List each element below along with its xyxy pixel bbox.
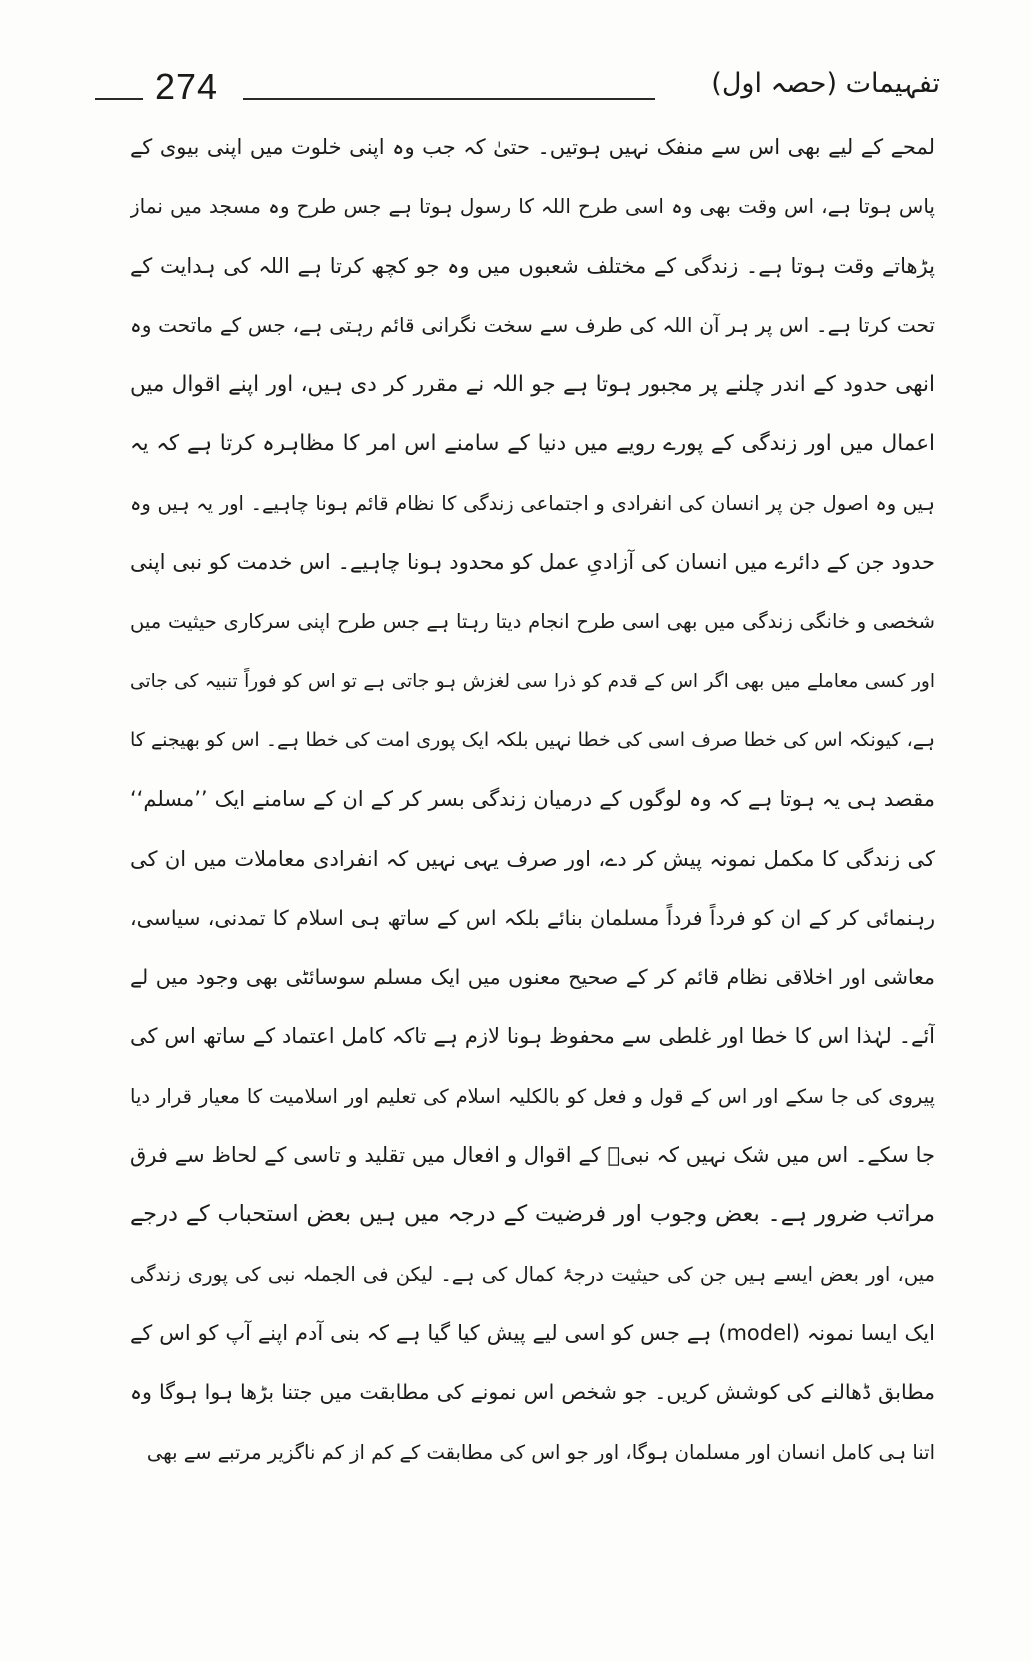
- text-line: میں، اور بعض ایسے ہیں جن کی حیثیت درجۂ کمال کی ہے۔ لیکن فی الجملہ نبی کی پوری زندگی: [130, 1262, 935, 1286]
- text-line: پیروی کی جا سکے اور اس کے قول و فعل کو بالکلیہ اسلام کی تعلیم اور اسلامیت کا معیار قرار دیا: [130, 1084, 935, 1108]
- text-line: اور کسی معاملے میں بھی اگر اس کے قدم کو ذرا سی لغزش ہو جاتی ہے تو اس کو فوراً تنبیہ کی جاتی: [130, 670, 935, 692]
- text-line: تحت کرتا ہے۔ اس پر ہر آن اللہ کی طرف سے سخت نگرانی قائم رہتی ہے، جس کے ماتحت وہ: [130, 312, 935, 337]
- header-rule-left: [95, 98, 143, 100]
- text-line: ہیں وہ اصول جن پر انسان کی انفرادی و اجتماعی زندگی کا نظام قائم ہونا چاہیے۔ اور یہ ہیں وہ: [130, 491, 935, 515]
- text-line: ہے، کیونکہ اس کی خطا صرف اسی کی خطا نہیں بلکہ ایک پوری امت کی خطا ہے۔ اس کو بھیجنے کا: [130, 728, 935, 751]
- text-line: انھی حدود کے اندر چلنے پر مجبور ہوتا ہے جو اللہ نے مقرر کر دی ہیں، اور اپنے اقوال میں: [130, 372, 935, 398]
- text-line: جا سکے۔ اس میں شک نہیں کہ نبیؐ کے اقوال و افعال میں تقلید و تاسی کے لحاظ سے فرق: [130, 1143, 935, 1168]
- text-line: آئے۔ لہٰذا اس کا خطا اور غلطی سے محفوظ ہونا لازم ہے تاکہ کامل اعتماد کے ساتھ اس کی: [130, 1024, 935, 1049]
- header-rule: [243, 98, 655, 100]
- text-line: اتنا ہی کامل انسان اور مسلمان ہوگا، اور جو اس کی مطابقت کے کم از کم ناگزیر مرتبے سے بھی: [146, 1440, 935, 1464]
- running-title: تفہیمات (حصہ اول): [711, 68, 940, 99]
- text-line: اعمال میں اور زندگی کے پورے رویے میں دنیا کے سامنے اس امر کا مظاہرہ کرتا ہے کہ یہ: [130, 431, 935, 457]
- text-line: پڑھاتے وقت ہوتا ہے۔ زندگی کے مختلف شعبوں میں وہ جو کچھ کرتا ہے اللہ کی ہدایت کے: [130, 253, 935, 278]
- text-line: رہنمائی کر کے ان کو فرداً فرداً مسلمان بنائے بلکہ اس کے ساتھ ہی اسلام کا تمدنی، سیاسی،: [130, 905, 935, 930]
- text-line: مطابق ڈھالنے کی کوشش کریں۔ جو شخص اس نمونے کی مطابقت میں جتنا بڑھا ہوا ہوگا وہ: [130, 1380, 935, 1405]
- text-line: کی زندگی کا مکمل نمونہ پیش کر دے، اور صرف یہی نہیں کہ انفرادی معاملات میں ان کی: [130, 846, 935, 871]
- page-header: [95, 62, 940, 112]
- text-line: پاس ہوتا ہے، اس وقت بھی وہ اسی طرح اللہ کا رسول ہوتا ہے جس طرح وہ مسجد میں نماز: [130, 194, 935, 219]
- text-line: معاشی اور اخلاقی نظام قائم کر کے صحیح معنوں میں ایک مسلم سوسائٹی بھی وجود میں لے: [130, 965, 935, 990]
- text-line: مراتب ضرور ہے۔ بعض وجوب اور فرضیت کے درجہ میں ہیں بعض استحباب کے درجے: [130, 1201, 935, 1228]
- text-line: حدود جن کے دائرے میں انسان کی آزادیِ عمل کو محدود ہونا چاہیے۔ اس خدمت کو نبی اپنی: [130, 550, 935, 575]
- text-line: ایک ایسا نمونہ (model) ہے جس کو اسی لیے پیش کیا گیا ہے کہ بنی آدم اپنے آپ کو اس کے: [130, 1320, 935, 1345]
- page-number: 274: [155, 66, 219, 107]
- text-line: لمحے کے لیے بھی اس سے منفک نہیں ہوتیں۔ حتیٰ کہ جب وہ اپنی خلوت میں اپنی بیوی کے: [130, 135, 935, 159]
- body-text: [130, 118, 935, 1482]
- text-line: شخصی و خانگی زندگی میں بھی اسی طرح انجام دیتا رہتا ہے جس طرح اپنی سرکاری حیثیت میں: [130, 610, 935, 634]
- text-line: مقصد ہی یہ ہوتا ہے کہ وہ لوگوں کے درمیان زندگی بسر کر کے ان کے سامنے ایک ’’مسلم‘‘: [130, 787, 935, 812]
